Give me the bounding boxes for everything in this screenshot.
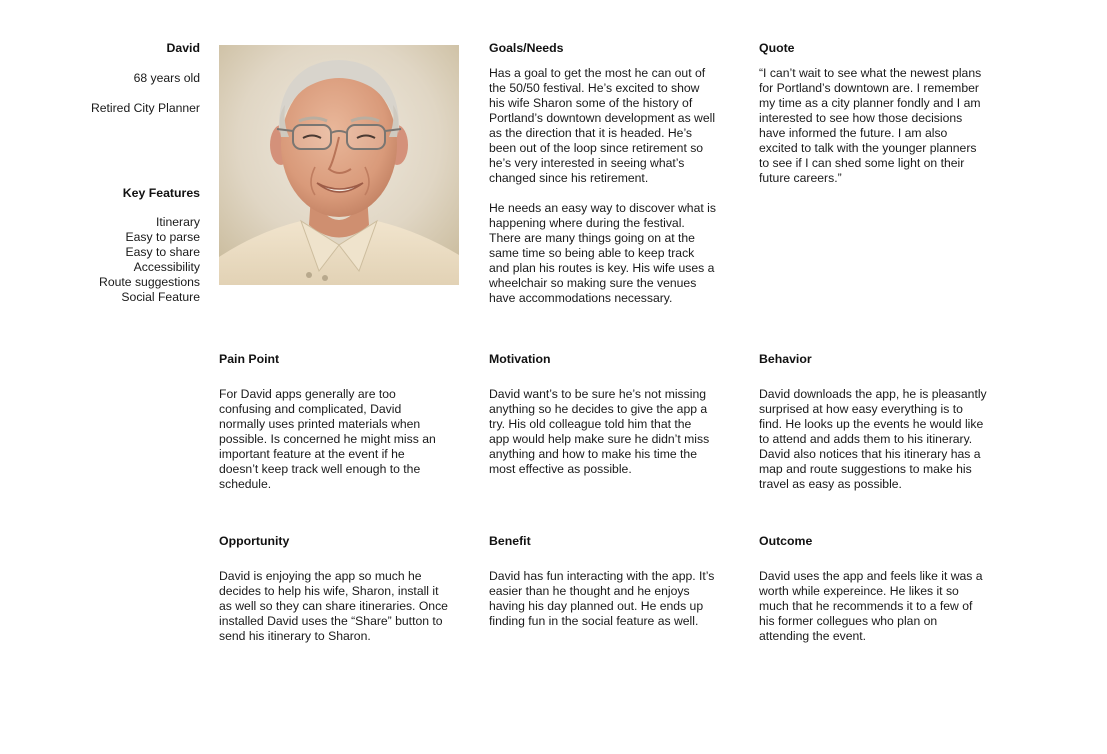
quote-text: “I can’t wait to see what the newest plans for Portland’s downtown are. I remember my time as a city planner fondly and I am interested to see how those decisions have informed the future. I am also excited to talk with the younger planners to see if I can shed some light on their future careers.”	[759, 66, 982, 185]
persona-age: 68 years old	[133, 71, 200, 85]
key-feature-item: Accessibility	[133, 260, 200, 274]
opportunity-text: David is enjoying the app so much he decides to help his wife, Sharon, install it as well so they can share itineraries. Once installed David uses the “Share” button to send his itinerary to Sharon.	[219, 569, 448, 643]
outcome-title: Outcome	[759, 534, 813, 548]
key-feature-item: Social Feature	[121, 290, 200, 304]
motivation-title: Motivation	[489, 352, 551, 366]
benefit-title: Benefit	[489, 534, 531, 548]
goals-paragraph-1: Has a goal to get the most he can out of the 50/50 festival. He’s excited to show his wife Sharon some of the history of Portland’s downtown development as well as the direction that it is headed. He’s been out of the loop since retirement so he’s very interested in seeing what’s changed since his retirement.	[489, 66, 716, 185]
goals-title: Goals/Needs	[489, 41, 564, 55]
key-features-title: Key Features	[122, 186, 200, 200]
key-feature-item: Easy to share	[125, 245, 200, 259]
behavior-title: Behavior	[759, 352, 812, 366]
key-feature-item: Itinerary	[155, 215, 200, 229]
quote-title: Quote	[759, 41, 795, 55]
pain-point-text: For David apps generally are too confusing and complicated, David normally uses printed materials when possible. Is concerned he might miss an important feature at the event if he doesn’t keep track well enough to the schedule.	[219, 387, 436, 491]
persona-name: David	[166, 41, 200, 55]
persona-role: Retired City Planner	[90, 101, 200, 115]
outcome-text: David uses the app and feels like it was a worth while expereince. He likes it so much that he recommends it to a few of his former collegues who plan on attending the event.	[759, 569, 983, 643]
motivation-text: David want’s to be sure he’s not missing anything so he decides to give the app a try. His old colleague told him that the app would help make sure he didn’t miss anything and how to make his time the most effective as possible.	[489, 387, 710, 476]
goals-paragraph-2: He needs an easy way to discover what is happening where during the festival. There are many things going on at the same time so being able to keep track and plan his routes is key. His wife uses a wheelchair so making sure the venues have accommodations necessary.	[489, 201, 716, 305]
portrait-illustration	[219, 45, 459, 285]
persona-photo	[219, 45, 459, 285]
opportunity-title: Opportunity	[219, 534, 290, 548]
behavior-text: David downloads the app, he is pleasantly surprised at how easy everything is to find. He looks up the events he would like to attend and adds them to his itinerary. David also notices that his itinerary has a map and route suggestions to make his travel as easy as possible.	[759, 387, 987, 491]
key-features-list	[60, 215, 200, 305]
benefit-text: David has fun interacting with the app. It’s easier than he thought and he enjoys having his day planned out. He ends up finding fun in the social feature as well.	[489, 569, 715, 628]
pain-point-title: Pain Point	[219, 352, 280, 366]
key-feature-item: Easy to parse	[125, 230, 200, 244]
key-feature-item: Route suggestions	[99, 275, 200, 289]
